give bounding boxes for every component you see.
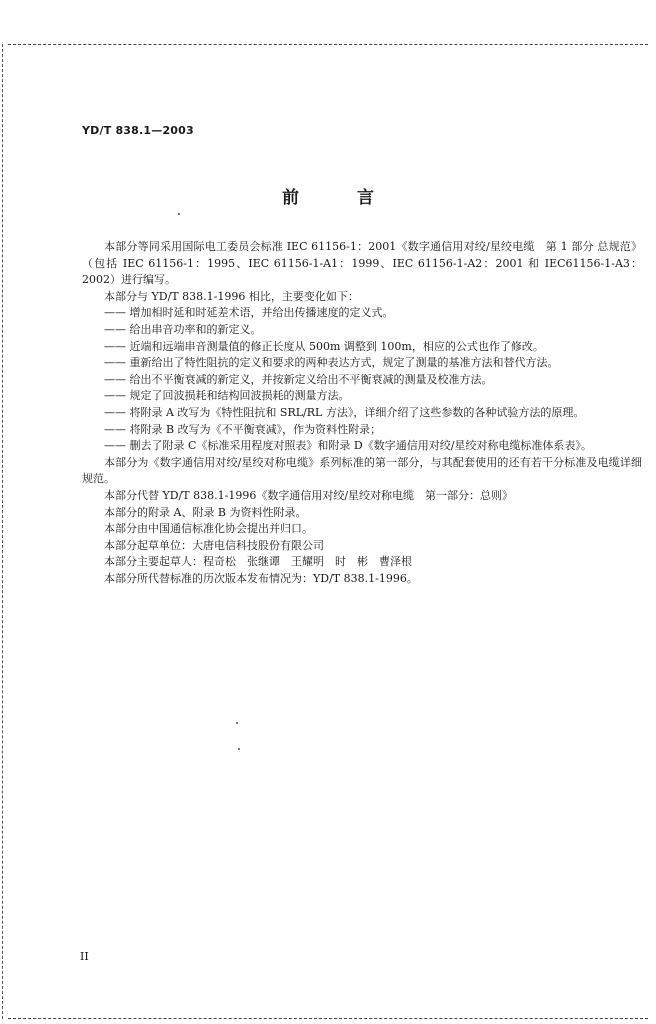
standard-code: YD/T 838.1—2003 (82, 124, 194, 137)
top-cut-line (8, 44, 648, 45)
scan-speck (178, 213, 180, 215)
change-item: —— 将附录 A 改写为《特性阻抗和 SRL/RL 方法》，详细介绍了这些参数的各种试验方法的原理。 (104, 405, 585, 419)
change-item: —— 给出串音功率和的新定义。 (104, 322, 262, 336)
change-item: —— 重新给出了特性阻抗的定义和要求的两种表达方式，规定了测量的基准方法和替代方法。 (104, 356, 559, 370)
scan-speck (236, 722, 238, 724)
paragraph-drafters: 本部分主要起草人：程奇松 张继谭 王耀明 时 彬 曹泽根 (104, 555, 412, 569)
change-item: —— 删去了附录 C《标准采用程度对照表》和附录 D《数字通信用对绞/星绞对称电缆标准体系表》。 (104, 439, 592, 453)
scan-speck (238, 748, 240, 750)
paragraph-annexes: 本部分的附录 A、附录 B 为资料性附录。 (104, 505, 307, 519)
paragraph-replaces: 本部分代替 YD/T 838.1-1996《数字通信用对绞/星绞对称电缆 第一部分：总则》 (104, 488, 514, 502)
change-item: —— 近端和远端串音测量值的修正长度从 500m 调整到 100m，相应的公式也作了修改。 (104, 339, 544, 353)
foreword-body (82, 239, 642, 587)
paragraph-changes-intro: 本部分与 YD/T 838.1-1996 相比，主要变化如下： (104, 289, 359, 303)
paragraph-adoption: 本部分等同采用国际电工委员会标准 IEC 61156-1：2001《数字通信用对绞/星绞电缆 第 1 部分 总规范》（包括 IEC 61156-1：1995、IEC 61156-1-A1：1999、IEC 61156-1-A2：2001 和 IEC61156-1-A3：2002）进行编写。 (82, 240, 642, 287)
paragraph-proposer: 本部分由中国通信标准化协会提出并归口。 (104, 522, 313, 536)
change-item: —— 给出不平衡衰减的新定义，并按新定义给出不平衡衰减的测量及校准方法。 (104, 372, 493, 386)
page-number: II (80, 950, 89, 963)
page-title: 前言 (282, 188, 432, 208)
change-item: —— 规定了回波损耗和结构回波损耗的测量方法。 (104, 389, 350, 403)
bottom-cut-line (8, 1018, 648, 1019)
paragraph-series: 本部分为《数字通信用对绞/星绞对称电缆》系列标准的第一部分，与其配套使用的还有若干分标准及电缆详细规范。 (82, 455, 642, 486)
paragraph-history: 本部分所代替标准的历次版本发布情况为：YD/T 838.1-1996。 (104, 571, 418, 585)
change-item: —— 增加相时延和时延差术语，并给出传播速度的定义式。 (104, 306, 394, 320)
paragraph-drafting-unit: 本部分起草单位：大唐电信科技股份有限公司 (104, 538, 324, 552)
change-item: —— 将附录 B 改写为《不平衡衰减》，作为资料性附录； (104, 422, 382, 436)
